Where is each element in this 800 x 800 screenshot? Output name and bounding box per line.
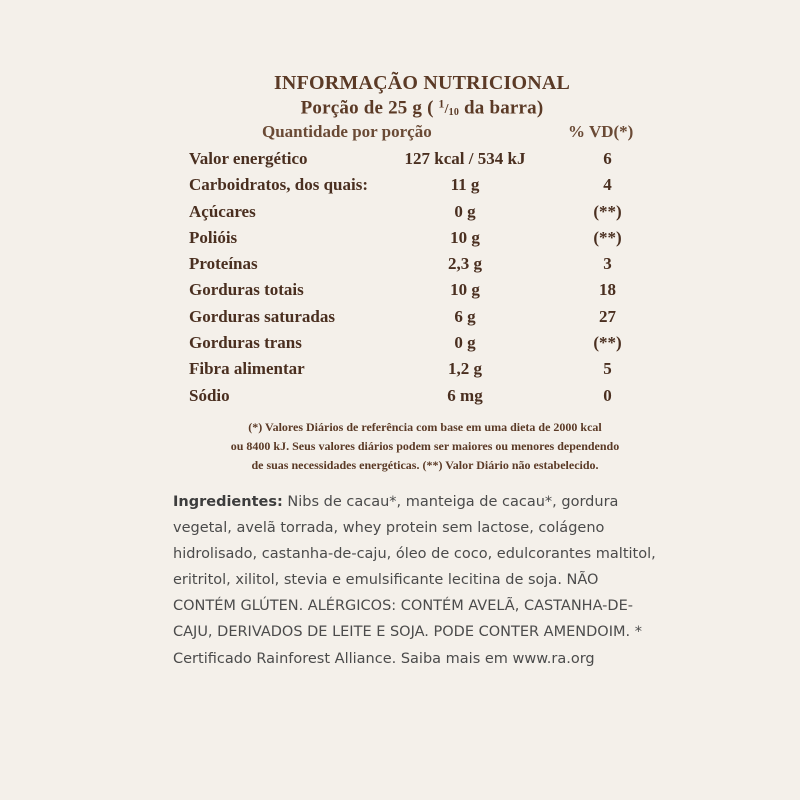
- table-row: [0, 359, 800, 385]
- ingredients-line-first: [173, 489, 653, 515]
- ingredients-label: Ingredientes:: [173, 494, 283, 510]
- nutrient-quantity: 0 g: [454, 201, 476, 221]
- nutrient-name: Fibra alimentar: [189, 359, 305, 379]
- ingredients-text: Nibs de cacau*, manteiga de cacau*, gordura: [282, 494, 619, 510]
- table-row: [0, 280, 800, 306]
- ingredients-block: [173, 489, 656, 672]
- nutrient-vd: (**): [593, 201, 622, 221]
- ingredients-line: CAJU, DERIVADOS DE LEITE E SOJA. PODE CONTER AMENDOIM. *: [173, 624, 642, 641]
- nutrient-name: Gorduras totais: [189, 280, 304, 300]
- ingredients-line: CONTÉM GLÚTEN. ALÉRGICOS: CONTÉM AVELÃ, CASTANHA-DE-: [173, 598, 633, 615]
- table-row: [0, 228, 800, 254]
- nutrient-vd: (**): [593, 333, 622, 353]
- nutrient-vd: 5: [603, 359, 612, 379]
- serving-suffix: da barra): [459, 97, 544, 119]
- footnote-line: de suas necessidades energéticas. (**) Valor Diário não estabelecido.: [251, 458, 599, 472]
- nutrient-quantity: 127 kcal / 534 kJ: [404, 149, 526, 168]
- nutrient-vd: 3: [603, 254, 612, 274]
- ingredients-line: hidrolisado, castanha-de-caju, óleo de coco, edulcorantes maltitol,: [173, 546, 656, 563]
- serving-fraction: [438, 97, 460, 118]
- nutrient-name: Carboidratos, dos quais:: [189, 175, 369, 195]
- nutrient-quantity: 10 g: [450, 227, 480, 247]
- serving-size: [0, 97, 800, 120]
- table-row: [0, 307, 800, 333]
- ingredients-line: Certificado Rainforest Alliance. Saiba mais em www.ra.org: [173, 650, 595, 667]
- nutrient-name: Açúcares: [189, 201, 256, 221]
- serving-fraction-den: 10: [448, 106, 460, 118]
- nutrient-name: Gorduras trans: [189, 333, 302, 353]
- nutrient-vd: 6: [603, 149, 612, 168]
- table-row: [0, 254, 800, 280]
- table-row: [0, 333, 800, 359]
- table-row: [0, 386, 800, 412]
- header-quantity: Quantidade por porção: [262, 122, 432, 141]
- ingredients-line: vegetal, avelã torrada, whey protein sem lactose, colágeno: [173, 520, 605, 537]
- nutrient-quantity: 1,2 g: [448, 359, 482, 379]
- nutrient-quantity: 11 g: [450, 175, 480, 195]
- nutrient-name: Valor energético: [189, 149, 308, 168]
- nutrient-quantity: 10 g: [450, 280, 480, 300]
- nutrient-vd: 27: [599, 306, 616, 326]
- nutrient-name: Polióis: [189, 227, 238, 247]
- nutrient-quantity: 0 g: [454, 333, 476, 353]
- nutrient-vd: 0: [603, 385, 612, 405]
- header-vd: % VD(*): [568, 122, 634, 141]
- nutrient-quantity: 6 g: [454, 306, 476, 326]
- nutrient-vd: 18: [599, 280, 616, 300]
- nutrient-name: Sódio: [189, 385, 230, 405]
- nutrient-vd: 4: [603, 175, 612, 195]
- serving-prefix: Porção de 25 g (: [300, 97, 434, 119]
- table-row: [0, 202, 800, 228]
- ingredients-line: eritritol, xilitol, stevia e emulsificante lecitina de soja. NÃO: [173, 572, 599, 589]
- serving-fraction-sep: /: [444, 101, 449, 117]
- nutrient-name: Gorduras saturadas: [189, 306, 335, 326]
- nutrition-table: [0, 149, 800, 412]
- table-row: [0, 175, 800, 201]
- table-row: [0, 149, 800, 175]
- nutrient-name: Proteínas: [189, 254, 258, 274]
- footnote-line: (*) Valores Diários de referência com base em uma dieta de 2000 kcal: [248, 420, 602, 434]
- nutrition-footnote: [195, 418, 655, 475]
- footnote-line: ou 8400 kJ. Seus valores diários podem ser maiores ou menores dependendo: [230, 439, 620, 453]
- nutrient-quantity: 6 mg: [447, 385, 483, 405]
- nutrient-vd: (**): [593, 227, 622, 247]
- nutrition-title: INFORMAÇÃO NUTRICIONAL: [273, 72, 571, 94]
- serving-fraction-num: 1: [438, 97, 445, 110]
- nutrient-quantity: 2,3 g: [448, 254, 482, 274]
- table-header: [0, 122, 800, 146]
